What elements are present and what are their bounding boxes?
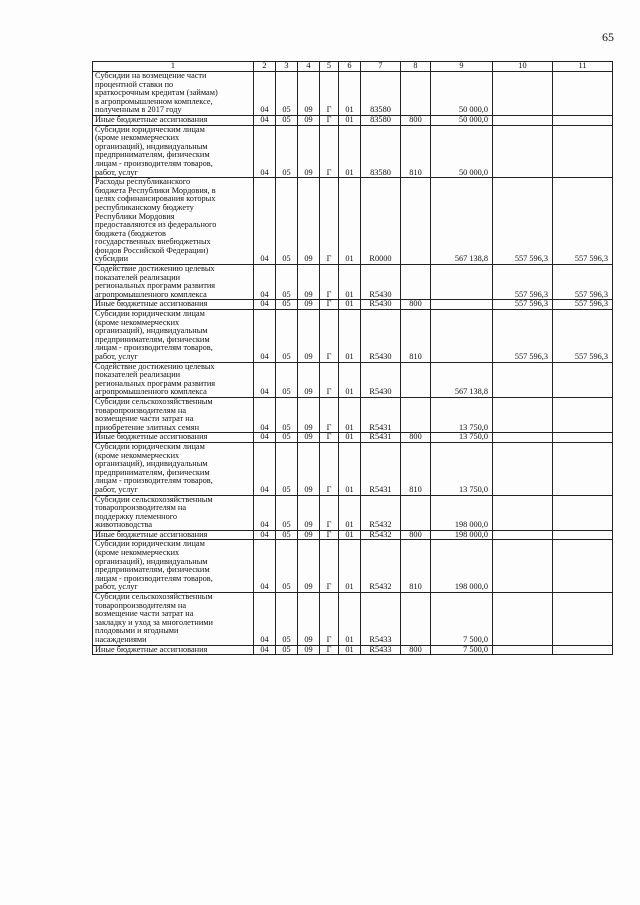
code-cell: 09 [298, 72, 320, 116]
amount-cell: 557 596,3 [553, 300, 613, 310]
amount-cell [493, 540, 553, 593]
code-cell: 09 [298, 300, 320, 310]
code-cell: 05 [276, 442, 298, 495]
code-cell: R5433 [361, 645, 401, 655]
row-name-line: региональных программ развития [95, 281, 216, 291]
code-cell: 01 [339, 593, 361, 646]
row-name-line: бюджета (бюджетов [95, 228, 166, 238]
row-name-line: лицам - производителям товаров, [95, 573, 213, 583]
code-cell: 04 [254, 265, 276, 300]
code-cell: 810 [401, 125, 431, 178]
header-cell: 10 [493, 62, 553, 72]
amount-cell: 50 000,0 [431, 125, 493, 178]
amount-cell [553, 540, 613, 593]
code-cell: 810 [401, 442, 431, 495]
code-cell: 01 [339, 540, 361, 593]
table-row [93, 362, 613, 397]
code-cell: Г [320, 300, 339, 310]
row-name-line: лицам - производителям товаров, [95, 343, 213, 353]
code-cell: 09 [298, 115, 320, 125]
row-name-line: работ, услуг [95, 352, 138, 361]
row-name-line: товаропроизводителям на [95, 503, 187, 513]
code-cell: 810 [401, 540, 431, 593]
amount-cell: 557 596,3 [493, 265, 553, 300]
row-name-cell [93, 433, 254, 443]
code-cell: 04 [254, 530, 276, 540]
row-name-line: Субсидии юридическим лицам [95, 442, 205, 451]
table-row [93, 178, 613, 265]
code-cell: 05 [276, 362, 298, 397]
row-name-cell [93, 300, 254, 310]
code-cell: 04 [254, 125, 276, 178]
code-cell: 05 [276, 645, 298, 655]
code-cell: 01 [339, 115, 361, 125]
amount-cell: 50 000,0 [431, 115, 493, 125]
row-name-line: целях софинансирования которых [95, 194, 216, 204]
row-name-line: республиканскому бюджету [95, 202, 194, 212]
amount-cell: 7 500,0 [431, 645, 493, 655]
code-cell: 01 [339, 310, 361, 363]
row-name-line: предпринимателям, физическим [95, 467, 210, 477]
header-cell: 2 [254, 62, 276, 72]
code-cell [401, 495, 431, 530]
amount-cell [553, 433, 613, 443]
code-cell [401, 178, 431, 265]
code-cell [401, 362, 431, 397]
code-cell: 05 [276, 495, 298, 530]
code-cell: 05 [276, 593, 298, 646]
code-cell: 01 [339, 72, 361, 116]
row-name-cell [93, 115, 254, 125]
code-cell: 83580 [361, 72, 401, 116]
code-cell: R5430 [361, 300, 401, 310]
code-cell: Г [320, 397, 339, 432]
amount-cell [553, 442, 613, 495]
amount-cell: 557 596,3 [493, 178, 553, 265]
amount-cell [553, 72, 613, 116]
row-name-line: Субсидии юридическим лицам [95, 309, 205, 319]
amount-cell [553, 362, 613, 397]
row-name-line: организаций), индивидуальным [95, 141, 208, 151]
code-cell [401, 265, 431, 300]
code-cell: 05 [276, 433, 298, 443]
amount-cell: 567 138,8 [431, 362, 493, 397]
row-name-line: работ, услуг [95, 484, 138, 494]
amount-cell [493, 125, 553, 178]
row-name-cell [93, 495, 254, 530]
code-cell [401, 397, 431, 432]
row-name-line: Иные бюджетные ассигнования [95, 115, 208, 124]
row-name-cell [93, 645, 254, 655]
table-row [93, 495, 613, 530]
row-name-line: организаций), индивидуальным [95, 556, 208, 566]
table-row [93, 442, 613, 495]
code-cell: Г [320, 433, 339, 443]
code-cell: Г [320, 310, 339, 363]
row-name-line: организаций), индивидуальным [95, 459, 208, 469]
code-cell: 04 [254, 300, 276, 310]
code-cell: 09 [298, 540, 320, 593]
header-cell: 9 [431, 62, 493, 72]
code-cell: 01 [339, 178, 361, 265]
code-cell: 05 [276, 300, 298, 310]
row-name-line: агропромышленного комплекса [95, 387, 207, 397]
amount-cell [553, 397, 613, 432]
row-name-line: Республики Мордовия [95, 211, 175, 221]
code-cell: 09 [298, 593, 320, 646]
code-cell: 05 [276, 265, 298, 300]
header-cell: 4 [298, 62, 320, 72]
row-name-line: возмещение части затрат на [95, 414, 194, 424]
row-name-cell [93, 72, 254, 116]
table-row [93, 530, 613, 540]
amount-cell: 13 750,0 [431, 442, 493, 495]
row-name-line: насаждениями [95, 635, 147, 644]
code-cell: 01 [339, 645, 361, 655]
row-name-line: животноводства [95, 520, 153, 530]
code-cell: 04 [254, 397, 276, 432]
table-row [93, 72, 613, 116]
code-cell: 04 [254, 442, 276, 495]
row-name-line: полученным в 2017 году [95, 105, 182, 115]
code-cell: Г [320, 178, 339, 265]
row-name-line: закладку и уход за многолетними [95, 617, 213, 627]
row-name-line: поддержку племенного [95, 511, 178, 521]
code-cell: 05 [276, 310, 298, 363]
amount-cell: 557 596,3 [553, 310, 613, 363]
code-cell: R5432 [361, 540, 401, 593]
page-number: 65 [602, 30, 614, 44]
amount-cell [553, 125, 613, 178]
code-cell: R0000 [361, 178, 401, 265]
table-row [93, 397, 613, 432]
row-name-line: лицам - производителям товаров, [95, 158, 213, 168]
row-name-line: фондов Российской Федерации) [95, 245, 209, 255]
row-name-line: бюджета Республики Мордовия, в [95, 185, 216, 195]
row-name-line: плодовыми и ягодными [95, 626, 179, 636]
row-name-line: товаропроизводителям на [95, 405, 187, 415]
amount-cell: 557 596,3 [553, 178, 613, 265]
code-cell: 04 [254, 495, 276, 530]
code-cell: 04 [254, 178, 276, 265]
code-cell: Г [320, 265, 339, 300]
code-cell: 04 [254, 645, 276, 655]
row-name-line: приобретение элитных семян [95, 422, 200, 432]
amount-cell: 13 750,0 [431, 397, 493, 432]
code-cell [401, 72, 431, 116]
table-row [93, 265, 613, 300]
code-cell: 800 [401, 300, 431, 310]
code-cell: Г [320, 540, 339, 593]
row-name-line: государственных внебюджетных [95, 237, 211, 247]
code-cell: 05 [276, 530, 298, 540]
code-cell: 01 [339, 362, 361, 397]
table-row [93, 125, 613, 178]
row-name-line: Субсидии сельскохозяйственным [95, 592, 213, 602]
row-name-line: Субсидии юридическим лицам [95, 539, 205, 549]
amount-cell: 198 000,0 [431, 530, 493, 540]
code-cell: 05 [276, 540, 298, 593]
code-cell: Г [320, 593, 339, 646]
amount-cell: 198 000,0 [431, 495, 493, 530]
row-name-line: работ, услуг [95, 582, 138, 592]
row-name-line: Иные бюджетные ассигнования [95, 530, 208, 539]
code-cell: R5430 [361, 362, 401, 397]
row-name-line: показателей реализации [95, 272, 181, 282]
row-name-line: (кроме некоммерческих [95, 133, 180, 143]
row-name-line: Субсидии сельскохозяйственным [95, 495, 213, 504]
code-cell: 800 [401, 433, 431, 443]
budget-table [92, 61, 613, 655]
row-name-cell [93, 530, 254, 540]
row-name-line: товаропроизводителям на [95, 600, 187, 610]
code-cell: 04 [254, 310, 276, 363]
table-row [93, 300, 613, 310]
code-cell: 04 [254, 433, 276, 443]
row-name-line: предпринимателям, физическим [95, 334, 210, 344]
row-name-line: Расходы республиканского [95, 177, 191, 187]
code-cell: 01 [339, 433, 361, 443]
row-name-line: Субсидии сельскохозяйственным [95, 397, 213, 406]
amount-cell: 7 500,0 [431, 593, 493, 646]
table-body [93, 72, 613, 655]
row-name-line: региональных программ развития [95, 378, 216, 388]
code-cell: 01 [339, 397, 361, 432]
code-cell: 09 [298, 433, 320, 443]
table-header-row [93, 62, 613, 72]
amount-cell [493, 645, 553, 655]
code-cell: 09 [298, 442, 320, 495]
code-cell: 04 [254, 362, 276, 397]
row-name-cell [93, 397, 254, 432]
code-cell: 83580 [361, 125, 401, 178]
row-name-cell [93, 362, 254, 397]
code-cell: R5431 [361, 442, 401, 495]
row-name-line: показателей реализации [95, 370, 181, 380]
code-cell: 810 [401, 310, 431, 363]
code-cell: 05 [276, 72, 298, 116]
table-row [93, 115, 613, 125]
code-cell: Г [320, 530, 339, 540]
row-name-cell [93, 265, 254, 300]
amount-cell [431, 300, 493, 310]
amount-cell [553, 593, 613, 646]
row-name-line: процентной ставки по [95, 79, 174, 89]
code-cell: Г [320, 125, 339, 178]
amount-cell [493, 530, 553, 540]
row-name-cell [93, 540, 254, 593]
row-name-line: Содействие достижению целевых [95, 264, 215, 274]
code-cell: Г [320, 115, 339, 125]
code-cell: 09 [298, 645, 320, 655]
amount-cell [493, 495, 553, 530]
amount-cell [493, 397, 553, 432]
header-cell: 11 [553, 62, 613, 72]
code-cell: Г [320, 495, 339, 530]
code-cell: 800 [401, 530, 431, 540]
row-name-line: Иные бюджетные ассигнования [95, 645, 208, 654]
row-name-cell [93, 125, 254, 178]
header-cell: 5 [320, 62, 339, 72]
header-cell: 8 [401, 62, 431, 72]
amount-cell: 567 138,8 [431, 178, 493, 265]
row-name-line: предпринимателям, физическим [95, 565, 210, 575]
code-cell: 05 [276, 178, 298, 265]
code-cell: 09 [298, 310, 320, 363]
row-name-line: субсидии [95, 254, 129, 264]
row-name-line: в агропромышленном комплексе, [95, 96, 213, 106]
code-cell: 05 [276, 125, 298, 178]
header-cell: 3 [276, 62, 298, 72]
code-cell: R5432 [361, 530, 401, 540]
table-row [93, 310, 613, 363]
header-cell: 1 [93, 62, 254, 72]
table-row [93, 645, 613, 655]
code-cell: 01 [339, 442, 361, 495]
row-name-cell [93, 442, 254, 495]
row-name-cell [93, 593, 254, 646]
amount-cell [493, 115, 553, 125]
code-cell: 04 [254, 593, 276, 646]
code-cell: R5431 [361, 433, 401, 443]
row-name-line: (кроме некоммерческих [95, 548, 180, 558]
code-cell: 01 [339, 300, 361, 310]
code-cell: R5432 [361, 495, 401, 530]
row-name-line: Содействие достижению целевых [95, 362, 215, 371]
amount-cell [553, 645, 613, 655]
amount-cell [553, 115, 613, 125]
row-name-line: Иные бюджетные ассигнования [95, 299, 208, 309]
code-cell: 09 [298, 178, 320, 265]
code-cell: R5430 [361, 310, 401, 363]
code-cell: 01 [339, 265, 361, 300]
amount-cell [493, 593, 553, 646]
row-name-line: (кроме некоммерческих [95, 317, 180, 327]
code-cell: Г [320, 442, 339, 495]
amount-cell [553, 495, 613, 530]
amount-cell: 13 750,0 [431, 433, 493, 443]
code-cell: 09 [298, 125, 320, 178]
code-cell: 09 [298, 530, 320, 540]
code-cell: 800 [401, 115, 431, 125]
row-name-line: Субсидии юридическим лицам [95, 125, 205, 134]
code-cell: 04 [254, 540, 276, 593]
row-name-line: Иные бюджетные ассигнования [95, 432, 208, 442]
code-cell: 800 [401, 645, 431, 655]
row-name-line: работ, услуг [95, 167, 138, 177]
code-cell: 01 [339, 530, 361, 540]
amount-cell [493, 362, 553, 397]
code-cell: 01 [339, 495, 361, 530]
header-cell: 7 [361, 62, 401, 72]
amount-cell: 557 596,3 [493, 310, 553, 363]
code-cell: R5431 [361, 397, 401, 432]
table-row [93, 593, 613, 646]
row-name-line: Субсидии на возмещение части [95, 71, 207, 80]
row-name-cell [93, 178, 254, 265]
code-cell: 09 [298, 362, 320, 397]
row-name-line: организаций), индивидуальным [95, 326, 208, 336]
amount-cell: 557 596,3 [493, 300, 553, 310]
code-cell: Г [320, 362, 339, 397]
code-cell: 01 [339, 125, 361, 178]
code-cell: R5433 [361, 593, 401, 646]
amount-cell [431, 310, 493, 363]
row-name-line: предоставляются из федерального [95, 220, 217, 230]
amount-cell [493, 442, 553, 495]
row-name-line: предпринимателям, физическим [95, 150, 210, 160]
code-cell: 09 [298, 495, 320, 530]
table-row [93, 540, 613, 593]
amount-cell: 198 000,0 [431, 540, 493, 593]
amount-cell [493, 433, 553, 443]
code-cell: 09 [298, 397, 320, 432]
amount-cell [431, 265, 493, 300]
code-cell [401, 593, 431, 646]
code-cell: 05 [276, 397, 298, 432]
code-cell: 83580 [361, 115, 401, 125]
code-cell: Г [320, 72, 339, 116]
code-cell: 04 [254, 115, 276, 125]
code-cell: 09 [298, 265, 320, 300]
table-row [93, 433, 613, 443]
amount-cell: 557 596,3 [553, 265, 613, 300]
amount-cell [493, 72, 553, 116]
code-cell: R5430 [361, 265, 401, 300]
code-cell: Г [320, 645, 339, 655]
amount-cell [553, 530, 613, 540]
row-name-cell [93, 310, 254, 363]
header-cell: 6 [339, 62, 361, 72]
code-cell: 05 [276, 115, 298, 125]
row-name-line: (кроме некоммерческих [95, 450, 180, 460]
amount-cell: 50 000,0 [431, 72, 493, 116]
row-name-line: лицам - производителям товаров, [95, 476, 213, 486]
row-name-line: краткосрочным кредитам (займам) [95, 88, 218, 98]
row-name-line: возмещение части затрат на [95, 609, 194, 619]
row-name-line: агропромышленного комплекса [95, 289, 207, 299]
code-cell: 04 [254, 72, 276, 116]
